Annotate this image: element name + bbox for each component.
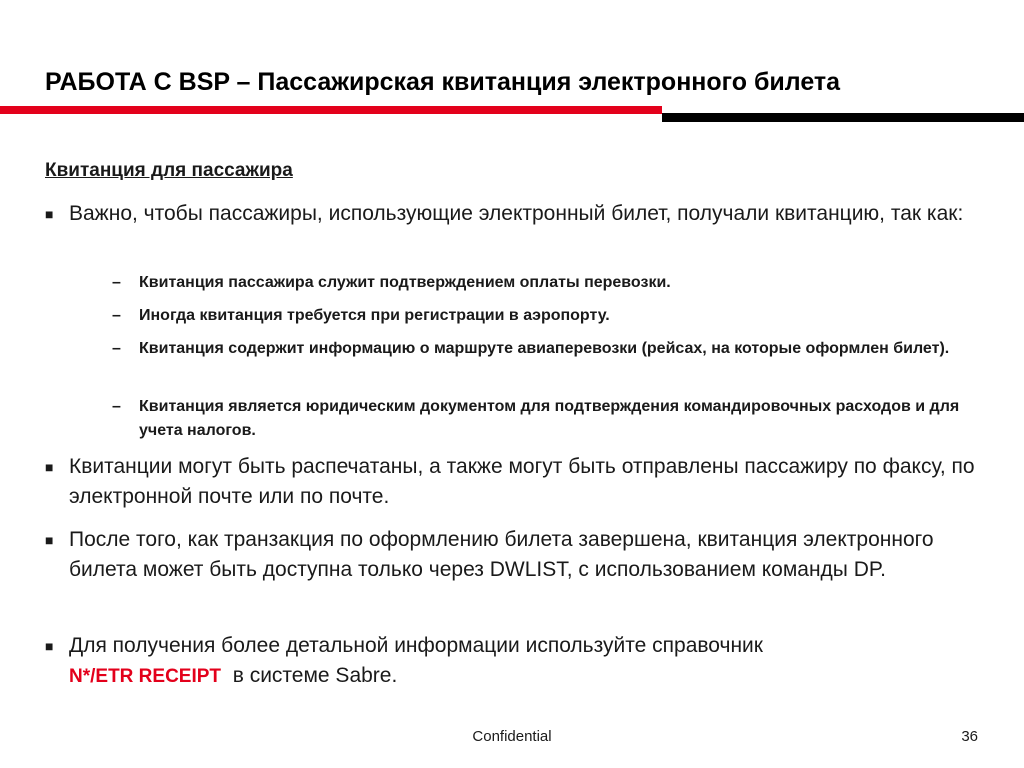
sub-text-2: Иногда квитанция требуется при регистрации в аэропорту. <box>139 307 610 324</box>
sub-text-3: Квитанция содержит информацию о маршруте авиаперевозки (рейсах, на которые оформлен билет). <box>139 340 950 357</box>
dash-marker: – <box>112 274 121 291</box>
slide-title: РАБОТА С BSP – Пассажирская квитанция электронного билета <box>45 68 841 96</box>
square-bullet-icon: ■ <box>45 206 54 222</box>
bullet-item-3 <box>45 525 1005 585</box>
bullet-text-1: Важно, чтобы пассажиры, использующие электронный билет, получали квитанцию, так как: <box>69 202 964 225</box>
bullet-item-1 <box>45 199 1005 229</box>
sub-text-1: Квитанция пассажира служит подтверждением оплаты перевозки. <box>139 274 671 291</box>
bullet-4-suffix: в системе Sabre. <box>232 664 398 687</box>
bullet-text-2: Квитанции могут быть распечатаны, а также могут быть отправлены пассажиру по факсу, по электронной почте или по почте. <box>69 455 975 508</box>
bullet-text-4 <box>45 631 1005 692</box>
square-bullet-icon: ■ <box>45 532 54 548</box>
bullet-item-4 <box>45 631 1005 692</box>
command-reference: N*/ETR RECEIPT <box>69 666 222 687</box>
footer-confidential: Confidential <box>472 728 552 745</box>
sub-item-1 <box>112 271 992 295</box>
bullet-item-2 <box>45 452 1005 512</box>
bullet-text-3: После того, как транзакция по оформлению билета завершена, квитанция электронного билета может быть доступна только через DWLIST, с использованием команды DP. <box>69 528 934 581</box>
dash-marker: – <box>112 340 121 357</box>
page-number: 36 <box>961 728 978 745</box>
sub-item-2 <box>112 304 992 328</box>
sub-item-3 <box>112 337 992 361</box>
title-underline-red <box>0 106 662 114</box>
sub-item-4 <box>112 395 992 443</box>
sub-text-4: Квитанция является юридическим документом для подтверждения командировочных расходов и для учета налогов. <box>139 398 960 439</box>
section-heading: Квитанция для пассажира <box>45 160 293 181</box>
dash-marker: – <box>112 398 121 415</box>
title-underline-black <box>662 113 1024 122</box>
square-bullet-icon: ■ <box>45 638 54 654</box>
bullet-4-prefix: Для получения более детальной информации используйте справочник <box>69 634 763 657</box>
dash-marker: – <box>112 307 121 324</box>
square-bullet-icon: ■ <box>45 459 54 475</box>
